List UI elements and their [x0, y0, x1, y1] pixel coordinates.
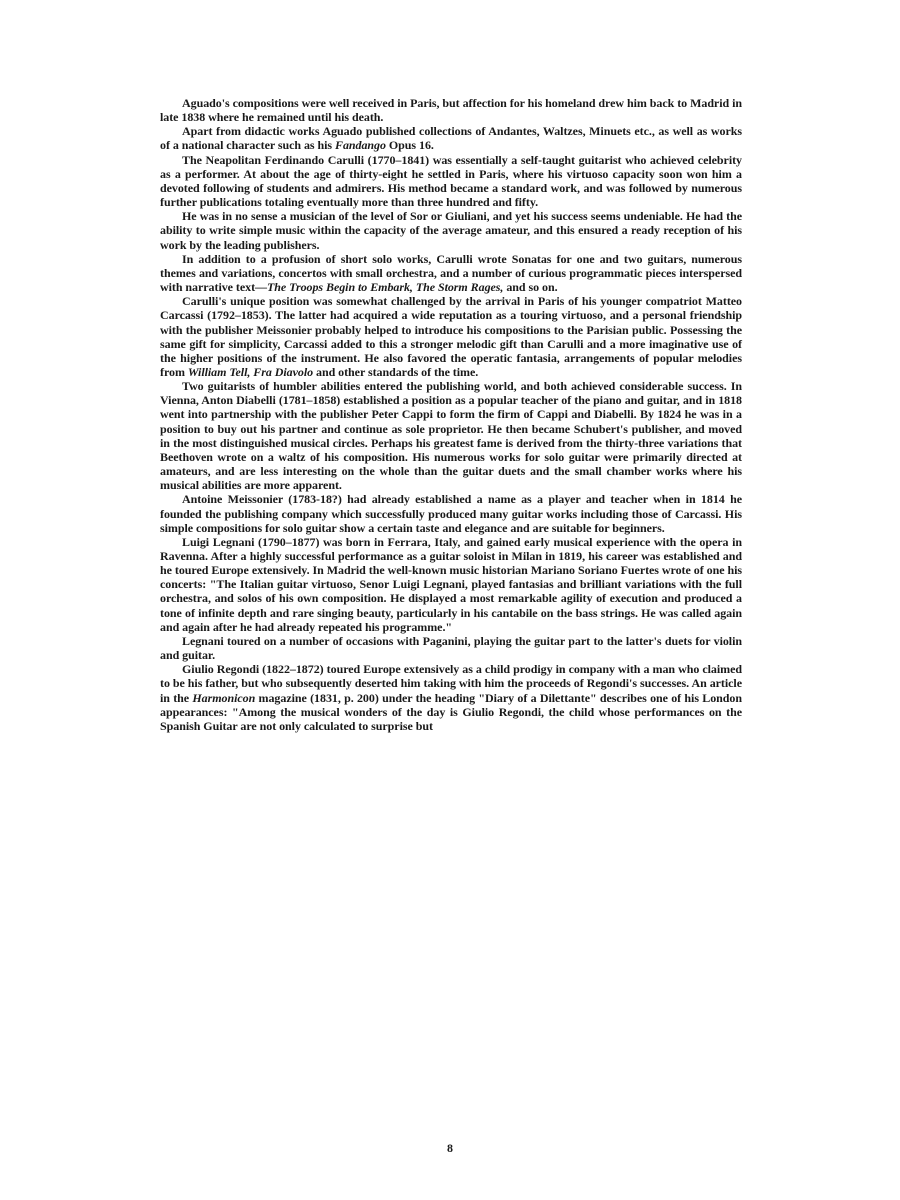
- paragraph: [160, 209, 742, 251]
- text-run: and so on.: [503, 280, 558, 295]
- text-run: The Neapolitan Ferdinando Carulli (1770–1841) was essentially a self-taught guitarist who achieved celebrity as a performer. At about the age of thirty-eight he settled in Paris, where his virtuoso capacity soon won him a devoted following of students and admirers. His method became a standard work, and was followed by numerous further publications totaling eventually more than three hundred and fifty.: [160, 152, 742, 210]
- italic-title: Harmonicon: [192, 690, 256, 705]
- paragraph: [160, 662, 742, 733]
- text-run: Opus 16.: [385, 138, 434, 153]
- italic-title: The Troops Begin to Embark, The Storm Rages,: [266, 280, 504, 295]
- paragraph: [160, 492, 742, 534]
- text-run: Two guitarists of humbler abilities entered the publishing world, and both achieved considerable success. In Vienna, Anton Diabelli (1781–1858) established a position as a popular teacher of the piano and guitar, and in 1818 went into partnership with the publisher Peter Cappi to form the firm of Cappi and Diabelli. By 1824 he was in a position to buy out his partner and continue as sole proprietor. He then became Schubert's publisher, and moved in the most distinguished musical circles. Perhaps his greatest fame is derived from the thirty-three variations that Beethoven wrote on a waltz of his composition. His numerous works for solo guitar were primarily directed at amateurs, and are less interesting on the whole than the guitar duets and the small chamber works where his musical abilities are more apparent.: [160, 379, 742, 493]
- text-run: He was in no sense a musician of the level of Sor or Giuliani, and yet his success seems undeniable. He had the ability to write simple music within the capacity of the average amateur, and this ensured a ready reception of his work by the leading publishers.: [160, 209, 742, 252]
- text-run: magazine (1831, p. 200) under the heading "Diary of a Dilettante" describes one of his London appearances: "Among the musical wonders of the day is Giulio Regondi, the child whose performances on the Spanish Guitar are not only calculated to surprise but: [160, 690, 742, 733]
- text-run: Luigi Legnani (1790–1877) was born in Ferrara, Italy, and gained early musical experience with the opera in Ravenna. After a highly successful performance as a guitar soloist in Milan in 1819, his career was established and he toured Europe extensively. In Madrid the well-known music historian Mariano Soriano Fuertes wrote of one his concerts: "The Italian guitar virtuoso, Senor Luigi Legnani, played fantasias and brilliant variations with the full orchestra, and solos of his own composition. He displayed a most remarkable agility of execution and produced a tone of infinite depth and rare singing beauty, particularly in his cantabile on the bass strings. He was called again and again after he had already repeated his programme.": [160, 534, 742, 634]
- paragraph: [160, 294, 742, 379]
- paragraph: [160, 379, 742, 492]
- text-run: and other standards of the time.: [313, 364, 479, 379]
- paragraph: [160, 252, 742, 294]
- body-text: [160, 96, 742, 733]
- paragraph: [160, 96, 742, 124]
- text-run: Aguado's compositions were well received in Paris, but affection for his homeland drew him back to Madrid in late 1838 where he remained until his death.: [160, 96, 742, 125]
- paragraph: [160, 153, 742, 210]
- italic-title: William Tell, Fra Diavolo: [187, 364, 314, 379]
- text-run: In addition to a profusion of short solo works, Carulli wrote Sonatas for one and two guitars, numerous themes and variations, concertos with small orchestra, and a number of curious programmatic pieces interspersed with narrative text—: [160, 251, 742, 295]
- text-run: Antoine Meissonier (1783-18?) had already established a name as a player and teacher when in 1814 he founded the publishing company which successfully produced many guitar works including those of Carcassi. His simple compositions for solo guitar show a certain taste and elegance and are suitable for beginners.: [160, 492, 742, 535]
- paragraph: [160, 634, 742, 662]
- text-run: Giulio Regondi (1822–1872) toured Europe extensively as a child prodigy in company with a man who claimed to be his father, but who subsequently deserted him taking with him the proceeds of Regondi's successes. An article in the: [160, 662, 742, 705]
- paragraph: [160, 124, 742, 152]
- text-run: Apart from didactic works Aguado published collections of Andantes, Waltzes, Minuets etc., as well as works of a national character such as his: [160, 124, 742, 153]
- page-number: 8: [447, 1141, 453, 1155]
- italic-title: Fandango: [334, 138, 386, 153]
- text-run: Carulli's unique position was somewhat challenged by the arrival in Paris of his younger compatriot Matteo Carcassi (1792–1853). The latter had acquired a wide reputation as a touring virtuoso, and a personal friendship with the publisher Meissonier probably helped to introduce his compositions to the Parisian public. Possessing the same gift for simplicity, Carcassi added to this a stronger melodic gift than Carulli and a more imaginative use of the higher positions of the instrument. He also favored the operatic fantasia, arrangements of popular melodies from: [160, 294, 742, 379]
- paragraph: [160, 535, 742, 634]
- text-run: Legnani toured on a number of occasions with Paganini, playing the guitar part to the latter's duets for violin and guitar.: [160, 633, 742, 663]
